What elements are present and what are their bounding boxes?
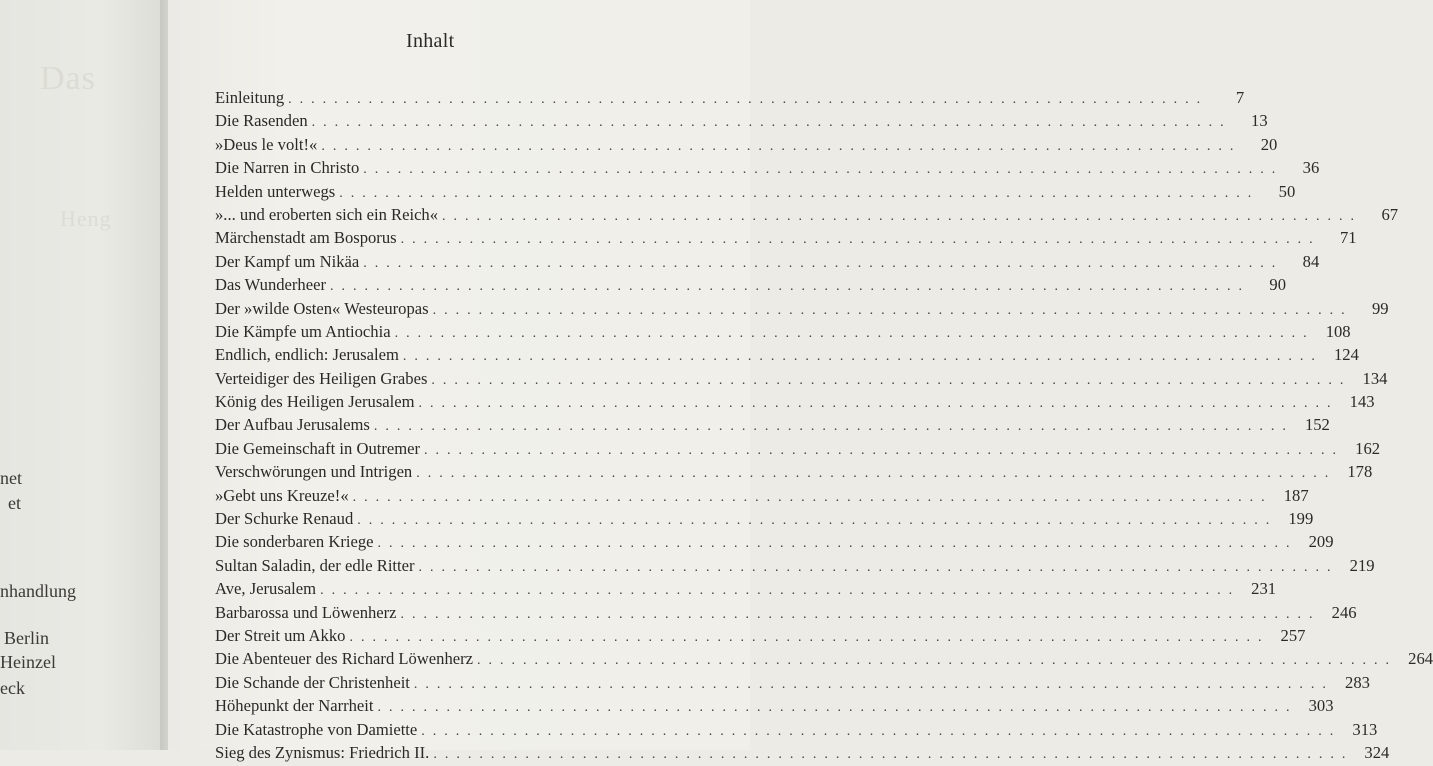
toc-entry-page-number: 257	[1280, 625, 1306, 645]
toc-entry-title: »... und eroberten sich ein Reich«	[215, 204, 439, 224]
bleed-through-text: Das	[40, 60, 96, 97]
dot-leader: ................................................................................	[442, 208, 1363, 224]
toc-entry-title: König des Heiligen Jerusalem	[215, 392, 415, 412]
toc-entry-title: Sieg des Zynismus: Friedrich II.	[215, 742, 430, 762]
toc-entry	[215, 719, 1378, 743]
toc-entry	[215, 579, 1277, 602]
toc-entry-page-number: 246	[1331, 602, 1357, 622]
left-page-fragment: Berlin	[4, 628, 49, 648]
toc-entry-page-number: 209	[1308, 532, 1334, 552]
toc-entry-title: Der Aufbau Jerusalems	[215, 415, 370, 435]
toc-entry-page-number: 20	[1260, 134, 1278, 154]
toc-entry-title: Sultan Saladin, der edle Ritter	[215, 555, 415, 575]
dot-leader: ................................................................................	[433, 746, 1354, 762]
dot-leader: ................................................................................	[339, 185, 1260, 201]
toc-entry-title: Die Abenteuer des Richard Löwenherz	[215, 649, 474, 669]
toc-entry-page-number: 324	[1364, 742, 1390, 762]
dot-leader: ................................................................................	[416, 466, 1337, 482]
toc-entry-page-number: 134	[1362, 368, 1388, 388]
dot-leader: ................................................................................	[424, 442, 1345, 458]
dot-leader: ................................................................................	[320, 583, 1241, 599]
dot-leader: ................................................................................	[421, 723, 1342, 739]
dot-leader: ................................................................................	[311, 115, 1232, 131]
toc-entry	[215, 368, 1388, 392]
toc-entry	[215, 696, 1334, 719]
toc-entry	[215, 251, 1320, 275]
toc-entry	[215, 275, 1286, 298]
toc-entry	[215, 88, 1245, 111]
toc-entry	[215, 602, 1357, 626]
dot-leader: ................................................................................	[400, 606, 1321, 622]
toc-entry	[215, 111, 1268, 134]
toc-entry-title: »Deus le volt!«	[215, 134, 318, 154]
left-page-fragment: eck	[0, 678, 25, 698]
toc-entry-page-number: 99	[1371, 298, 1389, 318]
toc-entry-title: Die Rasenden	[215, 111, 308, 131]
toc-entry	[215, 134, 1278, 158]
dot-leader: ................................................................................	[288, 92, 1209, 107]
dot-leader: ................................................................................	[377, 700, 1298, 716]
toc-entry-page-number: 152	[1304, 415, 1330, 435]
toc-entry	[215, 415, 1330, 438]
toc-entry-title: Der Schurke Renaud	[215, 509, 354, 529]
toc-entry	[215, 181, 1296, 205]
dot-leader: ................................................................................	[431, 372, 1352, 388]
dot-leader: ................................................................................	[400, 232, 1321, 248]
toc-entry	[215, 228, 1357, 251]
dot-leader: ................................................................................	[377, 536, 1298, 552]
toc-entry-title: Die Narren in Christo	[215, 158, 360, 178]
toc-entry-page-number: 36	[1302, 158, 1320, 178]
dot-leader: ................................................................................	[418, 396, 1339, 412]
toc-entry-title: Verteidiger des Heiligen Grabes	[215, 368, 428, 388]
toc-entry	[215, 509, 1314, 532]
dot-leader: ................................................................................	[373, 419, 1294, 435]
left-page-fragment: et	[8, 493, 21, 513]
toc-entry-page-number: 7	[1235, 88, 1245, 107]
toc-entry	[215, 742, 1390, 766]
toc-entry	[215, 345, 1359, 368]
toc-entry-title: Der Kampf um Nikäa	[215, 251, 360, 271]
dot-leader: ................................................................................	[363, 162, 1284, 178]
toc-entry-page-number: 108	[1325, 321, 1351, 341]
toc-entry-page-number: 231	[1251, 579, 1277, 599]
toc-entry	[215, 204, 1399, 228]
toc-entry	[215, 298, 1389, 322]
toc-entry-page-number: 187	[1283, 485, 1309, 505]
toc-entry-title: Endlich, endlich: Jerusalem	[215, 345, 399, 365]
toc-entry-title: Helden unterwegs	[215, 181, 336, 201]
toc-entry-title: Die Kämpfe um Antiochia	[215, 321, 391, 341]
left-page-fragment: net	[0, 468, 22, 488]
toc-entry-page-number: 162	[1355, 438, 1381, 458]
toc-entry	[215, 625, 1306, 649]
toc-entry-title: Verschwörungen und Intrigen	[215, 462, 413, 482]
toc-entry-page-number: 219	[1349, 555, 1375, 575]
toc-entry	[215, 158, 1320, 181]
dot-leader: ................................................................................	[432, 302, 1353, 318]
toc-entry-page-number: 71	[1339, 228, 1357, 248]
dot-leader: ................................................................................	[418, 559, 1339, 575]
dot-leader: ................................................................................	[394, 325, 1315, 341]
toc-entry-title: Die Katastrophe von Damiette	[215, 719, 418, 739]
toc-entry	[215, 392, 1375, 415]
toc-entry-title: Märchenstadt am Bosporus	[215, 228, 397, 248]
dot-leader: ................................................................................	[321, 138, 1242, 154]
toc-entry-page-number: 313	[1352, 719, 1378, 739]
toc-entry-page-number: 303	[1308, 696, 1334, 716]
toc-entry-page-number: 67	[1381, 204, 1399, 224]
dot-leader: ................................................................................	[349, 629, 1270, 645]
dot-leader: ................................................................................	[352, 489, 1273, 505]
toc-entry-title: Einleitung	[215, 88, 285, 107]
page-title: Inhalt	[406, 30, 455, 52]
dot-leader: ................................................................................	[330, 279, 1250, 295]
left-page-fragment: Heinzel	[0, 652, 56, 672]
toc-entry-page-number: 50	[1278, 181, 1296, 201]
left-page	[0, 0, 168, 750]
dot-leader: ................................................................................	[363, 255, 1284, 271]
toc-entry-title: Ave, Jerusalem	[215, 579, 317, 599]
toc-entry-page-number: 264	[1408, 649, 1433, 669]
toc-entry	[215, 649, 1433, 672]
bleed-through-text: Heng	[60, 206, 112, 231]
table-of-contents	[215, 88, 1433, 766]
toc-entry-page-number: 124	[1333, 345, 1359, 365]
toc-entry	[215, 462, 1373, 485]
toc-entry-title: Barbarossa und Löwenherz	[215, 602, 397, 622]
toc-entry	[215, 438, 1381, 462]
dot-leader: ................................................................................	[357, 513, 1278, 529]
toc-entry-title: Die Gemeinschaft in Outremer	[215, 438, 421, 458]
toc-entry-page-number: 143	[1349, 392, 1375, 412]
toc-entry	[215, 672, 1370, 696]
toc-entry-title: Höhepunkt der Narrheit	[215, 696, 374, 716]
dot-leader: ................................................................................	[477, 653, 1398, 669]
toc-entry	[215, 555, 1375, 579]
toc-entry-title: »Gebt uns Kreuze!«	[215, 485, 349, 505]
toc-entry	[215, 532, 1334, 555]
toc-entry-page-number: 84	[1302, 251, 1320, 271]
left-page-fragment: nhandlung	[0, 581, 76, 601]
bleed-through-text	[688, 12, 858, 27]
toc-entry-page-number: 90	[1269, 275, 1286, 295]
toc-entry	[215, 485, 1309, 509]
toc-entry-page-number: 178	[1347, 462, 1373, 482]
toc-entry-title: Das Wunderheer	[215, 275, 326, 295]
toc-entry	[215, 321, 1351, 345]
dot-leader: ................................................................................	[402, 349, 1323, 365]
toc-entry-page-number: 283	[1345, 672, 1370, 692]
toc-entry-title: Die Schande der Christenheit	[215, 672, 410, 692]
toc-entry-title: Der »wilde Osten« Westeuropas	[215, 298, 429, 318]
toc-entry-title: Die sonderbaren Kriege	[215, 532, 374, 552]
toc-entry-page-number: 13	[1251, 111, 1268, 131]
toc-entry-title: Der Streit um Akko	[215, 625, 346, 645]
toc-entry-page-number: 199	[1288, 509, 1314, 529]
dot-leader: ................................................................................	[413, 676, 1334, 692]
